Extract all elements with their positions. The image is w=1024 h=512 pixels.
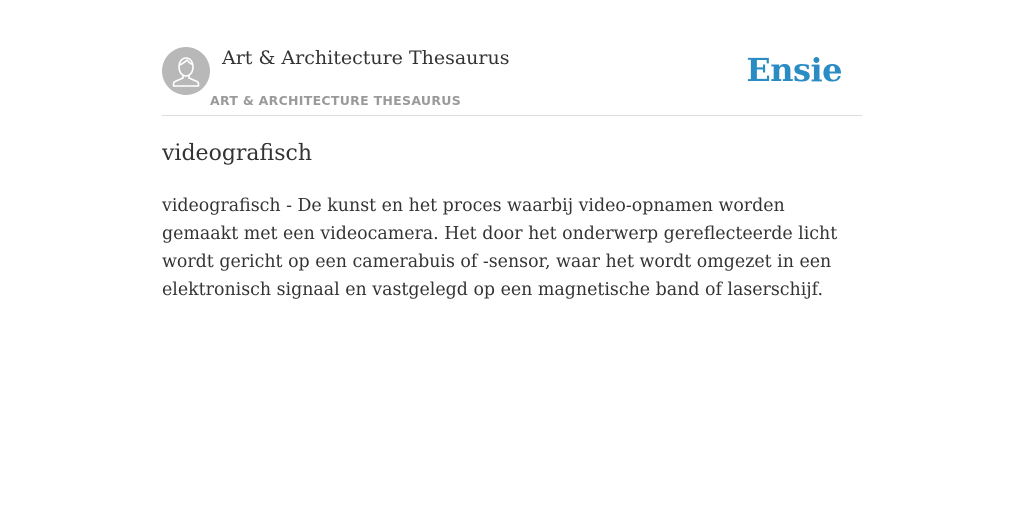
user-placeholder-icon (162, 47, 210, 95)
entry-header (162, 46, 862, 116)
author-avatar[interactable] (162, 47, 210, 95)
author-source-label[interactable]: ART & ARCHITECTURE THESAURUS (210, 93, 462, 108)
ensie-logo[interactable]: Ensie (746, 51, 842, 89)
entry-definition: videografisch - De kunst en het proces waarbij video-opnamen worden gemaakt met een videocamera. Het door het onderwerp gereflecteerde licht wordt gericht op een camerabuis of -sensor, waar het wordt omgezet in een elektronisch signaal en vastgelegd op een magnetische band of laserschijf. (162, 196, 838, 300)
entry-title: videografisch (162, 141, 312, 166)
author-name[interactable]: Art & Architecture Thesaurus (222, 47, 510, 69)
